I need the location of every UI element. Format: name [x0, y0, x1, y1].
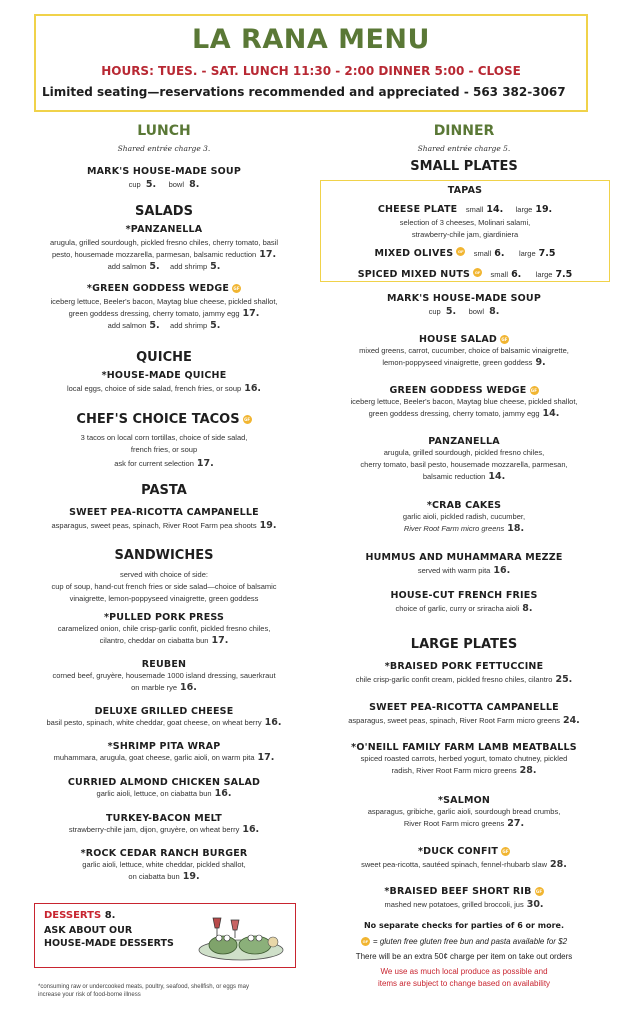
- desserts-ask-line: ASK ABOUT OUR: [44, 925, 133, 936]
- add-shrimp-price: 5.: [210, 320, 221, 331]
- lunch-heading: LUNCH: [137, 123, 191, 139]
- item-price: 28.: [550, 859, 567, 870]
- pasta-heading: PASTA: [141, 483, 187, 498]
- large-plate-item: [314, 886, 614, 911]
- item-desc: arugula, grilled sourdough, pickled fresno chiles,: [383, 448, 545, 457]
- item-desc: asparagus, sweet peas, spinach, River Root Farm micro greens: [348, 716, 560, 725]
- add-salmon-price: 5.: [149, 320, 160, 331]
- gluten-free-icon: GF: [501, 337, 508, 342]
- item-name: SWEET PEA-RICOTTA CAMPANELLE: [369, 702, 559, 713]
- no-separate-checks: No separate checks for parties of 6 or more.: [363, 921, 565, 930]
- add-salmon-price: 5.: [149, 261, 160, 272]
- item-desc: River Root Farm micro greens: [403, 524, 505, 533]
- gluten-free-icon: GF: [244, 417, 251, 422]
- cup-price: 5.: [445, 306, 457, 317]
- gluten-free-icon: GF: [362, 939, 369, 945]
- add-shrimp-label: add shrimp: [170, 262, 208, 271]
- item-price: 17.: [242, 308, 260, 319]
- item-desc: french fries, or soup: [130, 445, 198, 454]
- item-name: *GREEN GODDESS WEDGE: [86, 283, 230, 294]
- lunch-panzanella: [14, 224, 314, 273]
- dinner-column: [314, 120, 614, 1010]
- desserts-title: DESSERTS: [44, 910, 102, 921]
- dinner-panzanella: [314, 436, 614, 483]
- lunch-tacos: [14, 432, 314, 470]
- item-desc: balsamic reduction: [422, 472, 486, 481]
- item-desc: on ciabatta bun: [128, 872, 180, 881]
- gluten-free-icon: GF: [233, 286, 240, 291]
- item-price: 17.: [259, 249, 277, 260]
- item-desc: cilantro, cheddar on ciabatta bun: [99, 636, 209, 645]
- add-salmon-label: add salmon: [107, 262, 147, 271]
- dinner-soup: [314, 293, 614, 318]
- intro-line: vinaigrette, lemon-poppyseed vinaigrette, green goddess: [69, 594, 259, 603]
- item-name: DELUXE GRILLED CHEESE: [94, 706, 234, 717]
- item-desc: ask for current selection: [114, 459, 194, 468]
- small-price: 6.: [494, 248, 505, 259]
- dinner-shared-charge: Shared entrée charge 5.: [417, 144, 511, 153]
- item-price: 17.: [211, 635, 229, 646]
- item-desc: local eggs, choice of side salad, french fries, or soup: [66, 384, 242, 393]
- sandwich-item: [14, 813, 314, 836]
- item-price: 19.: [182, 871, 200, 882]
- desserts-box: [34, 903, 296, 968]
- add-salmon-label: add salmon: [107, 321, 147, 330]
- item-desc: asparagus, gribiche, garlic aioli, sourdough bread crumbs,: [367, 807, 561, 816]
- item-name: *DUCK CONFIT: [417, 846, 499, 857]
- desserts-price: 8.: [104, 910, 116, 921]
- add-shrimp-label: add shrimp: [170, 321, 208, 330]
- large-plates-heading: LARGE PLATES: [410, 637, 518, 652]
- item-name: HOUSE SALAD: [418, 334, 498, 345]
- salads-heading: SALADS: [135, 204, 193, 219]
- french-fries: [314, 590, 614, 615]
- item-price: 27.: [507, 818, 525, 829]
- large-price: 19.: [535, 204, 553, 215]
- house-salad: [314, 334, 614, 369]
- mixed-olives: [321, 243, 609, 261]
- lunch-green-goddess: [14, 283, 314, 332]
- large-label: large: [535, 270, 553, 279]
- item-name: *BRAISED BEEF SHORT RIB: [384, 886, 532, 897]
- item-name: *SALMON: [437, 795, 491, 806]
- item-name: CURRIED ALMOND CHICKEN SALAD: [67, 777, 261, 788]
- item-desc: River Root Farm micro greens: [403, 819, 505, 828]
- item-name: *SHRIMP PITA WRAP: [107, 741, 221, 752]
- item-name: GREEN GODDESS WEDGE: [389, 385, 527, 396]
- item-desc: mixed greens, carrot, cucumber, choice of balsamic vinaigrette,: [359, 346, 569, 355]
- item-desc: strawberry-chile jam, giardiniera: [411, 230, 519, 239]
- item-name: *O'NEILL FAMILY FARM LAMB MEATBALLS: [351, 742, 577, 753]
- lunch-quiche: [14, 370, 314, 395]
- item-desc: choice of garlic, curry or sriracha aioli: [395, 604, 520, 613]
- small-price: 14.: [486, 204, 504, 215]
- sandwich-item: [14, 777, 314, 800]
- sandwiches-intro: [14, 569, 314, 605]
- item-price: 17.: [257, 752, 275, 763]
- item-desc: corned beef, gruyère, housemade 1000 island dressing, sauerkraut: [52, 671, 276, 680]
- desserts-ask-line: HOUSE-MADE DESSERTS: [44, 938, 174, 949]
- item-price: 30.: [526, 899, 544, 910]
- small-label: small: [490, 270, 509, 279]
- item-name: *PANZANELLA: [125, 224, 203, 235]
- item-desc: spiced roasted carrots, herbed yogurt, tomato chutney, pickled: [360, 754, 568, 763]
- large-plate-item: [314, 742, 614, 777]
- item-price: 14.: [542, 408, 560, 419]
- item-desc: on marble rye: [131, 683, 177, 692]
- seating-line: Limited seating—reservations recommended and appreciated - 563 382-3067: [42, 85, 566, 99]
- sandwich-item: [14, 741, 314, 764]
- item-name: SWEET PEA-RICOTTA CAMPANELLE: [69, 507, 259, 518]
- hummus-mezze: [314, 552, 614, 577]
- item-desc: garlic aioli, lettuce, white cheddar, pickled shallot,: [82, 860, 246, 869]
- item-name: *BRAISED PORK FETTUCCINE: [384, 661, 544, 672]
- lunch-pasta: [14, 507, 314, 532]
- header-box: [34, 14, 588, 112]
- bowl-label: bowl: [468, 307, 485, 316]
- item-price: 19.: [259, 520, 277, 531]
- cup-label: cup: [128, 180, 141, 189]
- item-desc: sweet pea-ricotta, sautéed spinach, fennel-rhubarb slaw: [361, 860, 548, 869]
- lunch-column: [14, 120, 314, 900]
- bowl-price: 8.: [189, 179, 200, 190]
- tacos-heading: CHEF'S CHOICE TACOS: [76, 412, 240, 427]
- item-desc: mashed new potatoes, grilled broccoli, jus: [384, 900, 524, 909]
- gluten-free-icon: GF: [530, 388, 538, 393]
- item-price: 16.: [180, 682, 197, 693]
- item-desc: muhammara, arugula, goat cheese, garlic aioli, on warm pita: [53, 753, 255, 762]
- intro-line: cup of soup, hand-cut french fries or side salad—choice of balsamic: [51, 582, 277, 591]
- tapas-heading: TAPAS: [447, 185, 483, 196]
- item-desc: basil pesto, spinach, white cheddar, goat cheese, on wheat berry: [46, 718, 262, 727]
- item-price: 8.: [522, 603, 533, 614]
- cheese-plate: [321, 199, 609, 241]
- frog-dessert-illustration: [195, 912, 287, 964]
- lunch-shared-charge: Shared entrée charge 3.: [117, 144, 211, 153]
- small-price: 6.: [511, 269, 522, 280]
- disclaimer-line: *consuming raw or undercooked meats, poultry, seafood, shellfish, or eggs may: [38, 984, 249, 990]
- gluten-free-icon: GF: [502, 849, 509, 854]
- item-desc: radish, River Root Farm micro greens: [391, 766, 517, 775]
- item-desc: green goddess dressing, cherry tomato, jammy egg: [368, 409, 540, 418]
- item-price: 14.: [488, 471, 506, 482]
- large-plate-item: [314, 795, 614, 830]
- item-name: *HOUSE-MADE QUICHE: [101, 370, 227, 381]
- add-shrimp-price: 5.: [210, 261, 221, 272]
- item-desc: iceberg lettuce, Beeler's bacon, Maytag blue cheese, pickled shallot,: [50, 297, 278, 306]
- item-name: *ROCK CEDAR RANCH BURGER: [80, 848, 248, 859]
- large-price: 7.5: [555, 269, 573, 280]
- cup-price: 5.: [145, 179, 157, 190]
- local-produce-line: We use as much local produce as possible and: [380, 967, 548, 977]
- spiced-nuts: [321, 264, 609, 282]
- tapas-box: [320, 180, 610, 282]
- menu-title: LA RANA MENU: [192, 24, 430, 55]
- item-price: 25.: [555, 674, 573, 685]
- item-name: *CRAB CAKES: [426, 500, 502, 511]
- item-desc: arugula, grilled sourdough, pickled fresno chiles, cherry tomato, basil: [49, 238, 279, 247]
- sandwiches-heading: SANDWICHES: [114, 548, 214, 563]
- gluten-free-icon: GF: [458, 249, 464, 255]
- item-desc: green goddess dressing, cherry tomato, jammy egg: [68, 309, 240, 318]
- item-name: TURKEY-BACON MELT: [106, 813, 222, 824]
- item-price: 16.: [493, 565, 511, 576]
- large-plate-item: [314, 702, 614, 727]
- dinner-heading: DINNER: [433, 123, 495, 139]
- item-desc: strawberry-chile jam, dijon, gruyère, on wheat berry: [68, 825, 240, 834]
- item-price: 9.: [535, 357, 546, 368]
- large-price: 7.5: [538, 248, 556, 259]
- dinner-footer: [314, 921, 614, 990]
- large-label: large: [518, 249, 536, 258]
- item-price: 17.: [196, 458, 214, 469]
- item-desc: asparagus, sweet peas, spinach, River Root Farm pea shoots: [51, 521, 257, 530]
- item-name: REUBEN: [141, 659, 187, 670]
- quiche-heading: QUICHE: [136, 350, 192, 365]
- food-safety-disclaimer: [38, 983, 288, 999]
- item-desc: iceberg lettuce, Beeler's bacon, Maytag blue cheese, pickled shallot,: [350, 397, 578, 406]
- takeout-charge: There will be an extra 50¢ charge per item on take out orders: [355, 952, 573, 962]
- sandwich-item: [14, 848, 314, 883]
- item-desc: caramelized onion, chile crisp-garlic confit, pickled fresno chiles,: [57, 624, 271, 633]
- item-desc: selection of 3 cheeses, Molinari salami,: [399, 218, 531, 227]
- hours-line: HOURS: TUES. - SAT. LUNCH 11:30 - 2:00 DINNER 5:00 - CLOSE: [101, 64, 521, 78]
- item-desc: lemon-poppyseed vinaigrette, green goddess: [382, 358, 533, 367]
- item-name: HOUSE-CUT FRENCH FRIES: [390, 590, 538, 601]
- cup-label: cup: [428, 307, 441, 316]
- gluten-free-icon: GF: [474, 270, 481, 276]
- large-label: large: [515, 205, 533, 214]
- item-price: 16.: [244, 383, 262, 394]
- sandwich-item: [14, 659, 314, 694]
- item-desc: chile crisp-garlic confit cream, pickled fresno chiles, cilantro: [355, 675, 553, 684]
- item-desc: pesto, housemade mozzarella, parmesan, balsamic reduction: [51, 250, 257, 259]
- intro-line: served with choice of side:: [120, 570, 208, 579]
- item-name: HUMMUS AND MUHAMMARA MEZZE: [365, 552, 563, 563]
- item-name: *PULLED PORK PRESS: [103, 612, 225, 623]
- item-desc: cherry tomato, basil pesto, housemade mozzarella, parmesan,: [360, 460, 568, 469]
- item-desc: served with warm pita: [417, 566, 491, 575]
- item-desc: garlic aioli, pickled radish, cucumber,: [402, 512, 526, 521]
- item-price: 24.: [562, 715, 580, 726]
- item-desc: garlic aioli, lettuce, on ciabatta bun: [96, 789, 212, 798]
- sandwich-item: [14, 612, 314, 647]
- lunch-soup: [14, 166, 314, 191]
- item-name: MIXED OLIVES: [374, 248, 454, 259]
- item-name: PANZANELLA: [428, 436, 500, 447]
- crab-cakes: [314, 500, 614, 535]
- item-price: 16.: [214, 788, 232, 799]
- gf-note: = gluten free gluten free bun and pasta available for $2: [372, 937, 568, 946]
- large-plate-item: [314, 661, 614, 686]
- disclaimer-line: increase your risk of food-borne illness: [38, 992, 141, 998]
- item-price: 16.: [242, 824, 260, 835]
- bowl-price: 8.: [489, 306, 500, 317]
- small-label: small: [465, 205, 484, 214]
- item-desc: 3 tacos on local corn tortillas, choice of side salad,: [80, 433, 248, 442]
- item-price: 16.: [264, 717, 282, 728]
- item-name: CHEESE PLATE: [377, 204, 458, 215]
- small-plates-heading: SMALL PLATES: [410, 159, 518, 174]
- dinner-green-goddess: [314, 385, 614, 420]
- small-label: small: [473, 249, 492, 258]
- sandwich-item: [14, 706, 314, 729]
- item-name: SPICED MIXED NUTS: [357, 269, 471, 280]
- item-price: 18.: [507, 523, 525, 534]
- local-produce-line: items are subject to change based on availability: [377, 979, 551, 989]
- gluten-free-icon: GF: [535, 889, 543, 894]
- item-price: 28.: [519, 765, 537, 776]
- bowl-label: bowl: [168, 180, 185, 189]
- large-plate-item: [314, 846, 614, 871]
- item-name: MARK'S HOUSE-MADE SOUP: [386, 293, 542, 304]
- item-name: MARK'S HOUSE-MADE SOUP: [86, 166, 242, 177]
